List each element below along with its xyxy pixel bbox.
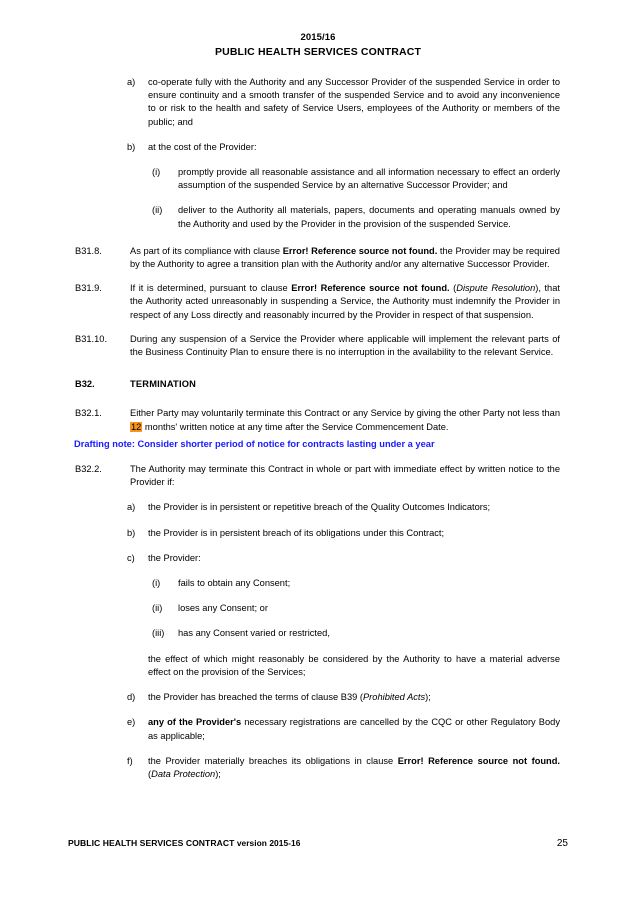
clause-number: B32.2. — [75, 464, 102, 475]
clause-text-part2: the Provider may be required by the Authority to agree a transition plan with the Authority and/or any alternative Successor Provider. — [130, 245, 560, 270]
section-title: TERMINATION — [130, 379, 197, 390]
list-item — [127, 76, 560, 129]
list-item — [127, 527, 560, 540]
footer-contract-name: PUBLIC HEALTH SERVICES CONTRACT — [68, 838, 235, 848]
list-item — [127, 691, 560, 704]
list-text: loses any Consent; or — [178, 603, 268, 614]
list-marker: (ii) — [152, 603, 163, 614]
list-marker: e) — [127, 717, 136, 728]
clause-c-trailing-paragraph: the effect of which might reasonably be considered by the Authority to have a material adverse effect on the provision of the Services; — [148, 653, 560, 677]
list-item — [152, 602, 560, 615]
page-number: 25 — [556, 838, 568, 849]
list-text-bold-lead: any of the Provider's — [148, 717, 242, 728]
list-text — [148, 755, 560, 781]
clause-b32-1 — [75, 407, 560, 433]
clause-number: B31.10. — [75, 333, 108, 344]
clause-text — [130, 282, 560, 322]
clause-text-part2: ( — [449, 283, 457, 294]
list-marker: (iii) — [152, 628, 165, 639]
list-text: promptly provide all reasonable assistance and all information necessary to effect an orderly assumption of the suspended Service by an alternative Successor Provider; and — [178, 167, 560, 191]
clause-b32-2 — [75, 463, 560, 489]
clause-b31-8 — [75, 245, 560, 271]
highlighted-notice-period[interactable]: 12 — [131, 421, 142, 432]
list-text: the Provider is in persistent breach of its obligations under this Contract; — [148, 527, 445, 538]
list-item — [127, 716, 560, 742]
list-text: deliver to the Authority all materials, papers, documents and operating manuals owned by the Authority and used by the Provider in the provision of the suspended Service. — [178, 205, 560, 229]
list-marker: a) — [127, 502, 136, 513]
list-item — [152, 204, 560, 230]
clause-text-part2: months' written notice at any time after the Service Commencement Date. — [142, 421, 449, 432]
list-marker: f) — [127, 755, 133, 766]
list-marker: b) — [127, 527, 136, 538]
list-text-part2: ( — [148, 768, 152, 779]
section-heading-b32 — [75, 378, 560, 391]
list-item — [127, 755, 560, 781]
clause-b31-10 — [75, 333, 560, 359]
list-item — [152, 577, 560, 590]
list-text: the Provider: — [148, 552, 201, 563]
footer-version: version 2015-16 — [234, 838, 301, 848]
section-number: B32. — [75, 379, 95, 390]
list-text-part1: the Provider has breached the terms of clause B39 ( — [148, 692, 363, 703]
clause-text-part1: As part of its compliance with clause — [130, 245, 283, 256]
document-body — [75, 76, 560, 793]
page-header — [0, 0, 636, 60]
list-text — [148, 691, 560, 704]
list-text — [148, 716, 560, 742]
list-item — [152, 627, 560, 640]
list-marker: d) — [127, 692, 136, 703]
list-marker: (ii) — [152, 205, 163, 216]
header-year: 2015/16 — [300, 32, 336, 43]
list-marker: (i) — [152, 167, 161, 178]
clause-text-part1: Either Party may voluntarily terminate this Contract or any Service by giving the other Party not less than — [130, 408, 560, 419]
header-title: PUBLIC HEALTH SERVICES CONTRACT — [214, 46, 422, 58]
clause-b31-9 — [75, 282, 560, 322]
clause-text-part3: ), that the Authority acted unreasonably in suspending a Service, the Authority must indemnify the Provider in respect of any Loss directly and reasonably incurred by the Provider in respect of that suspension. — [130, 283, 560, 320]
list-text: the Provider is in persistent or repetitive breach of the Quality Outcomes Indicators; — [148, 502, 491, 513]
list-item — [127, 141, 560, 154]
clause-number: B31.9. — [75, 283, 102, 294]
footer-title — [68, 838, 300, 848]
list-item — [152, 166, 560, 192]
page-footer — [68, 838, 568, 849]
clause-number: B32.1. — [75, 408, 102, 419]
clause-text-part1: If it is determined, pursuant to clause — [130, 283, 292, 294]
italic-reference: Prohibited Acts — [362, 692, 426, 703]
list-marker: b) — [127, 141, 136, 152]
clause-text — [130, 407, 560, 433]
error-reference: Error! Reference source not found. — [291, 283, 450, 294]
list-text-part3: ); — [215, 768, 221, 779]
list-text-part2: ); — [425, 692, 431, 703]
list-marker: c) — [127, 552, 135, 563]
drafting-note: Drafting note: Consider shorter period of notice for contracts lasting under a year — [74, 438, 435, 449]
list-marker: a) — [127, 77, 136, 87]
list-text: fails to obtain any Consent; — [178, 578, 291, 589]
list-item — [127, 501, 560, 514]
italic-reference: Dispute Resolution — [456, 283, 536, 294]
list-text: at the cost of the Provider: — [148, 141, 257, 152]
clause-text: During any suspension of a Service the Provider where applicable will implement the relevant parts of the Business Continuity Plan to ensure there is no interruption in the availability to the relevant Service. — [130, 333, 560, 358]
clause-text: The Authority may terminate this Contract in whole or part with immediate effect by written notice to the Provider if: — [130, 464, 560, 488]
error-reference: Error! Reference source not found. — [397, 755, 560, 766]
list-text: has any Consent varied or restricted, — [178, 628, 330, 639]
error-reference: Error! Reference source not found. — [282, 245, 438, 256]
list-marker: (i) — [152, 578, 161, 589]
clause-number: B31.8. — [75, 245, 102, 256]
italic-reference: Data Protection — [151, 768, 216, 779]
list-text: co-operate fully with the Authority and any Successor Provider of the suspended Service in order to ensure continuity and a smooth transfer of the suspended Service and to avoid any inconvenience to or risk to the health and safety of Service Users, employees of the Authority or members of the public; and — [148, 77, 560, 127]
list-item — [127, 552, 560, 565]
list-text-part1: the Provider materially breaches its obligations in clause — [148, 755, 398, 766]
list-text-rest: necessary registrations are cancelled by the CQC or other Regulatory Body as applicable; — [148, 717, 561, 741]
clause-text — [130, 245, 560, 271]
